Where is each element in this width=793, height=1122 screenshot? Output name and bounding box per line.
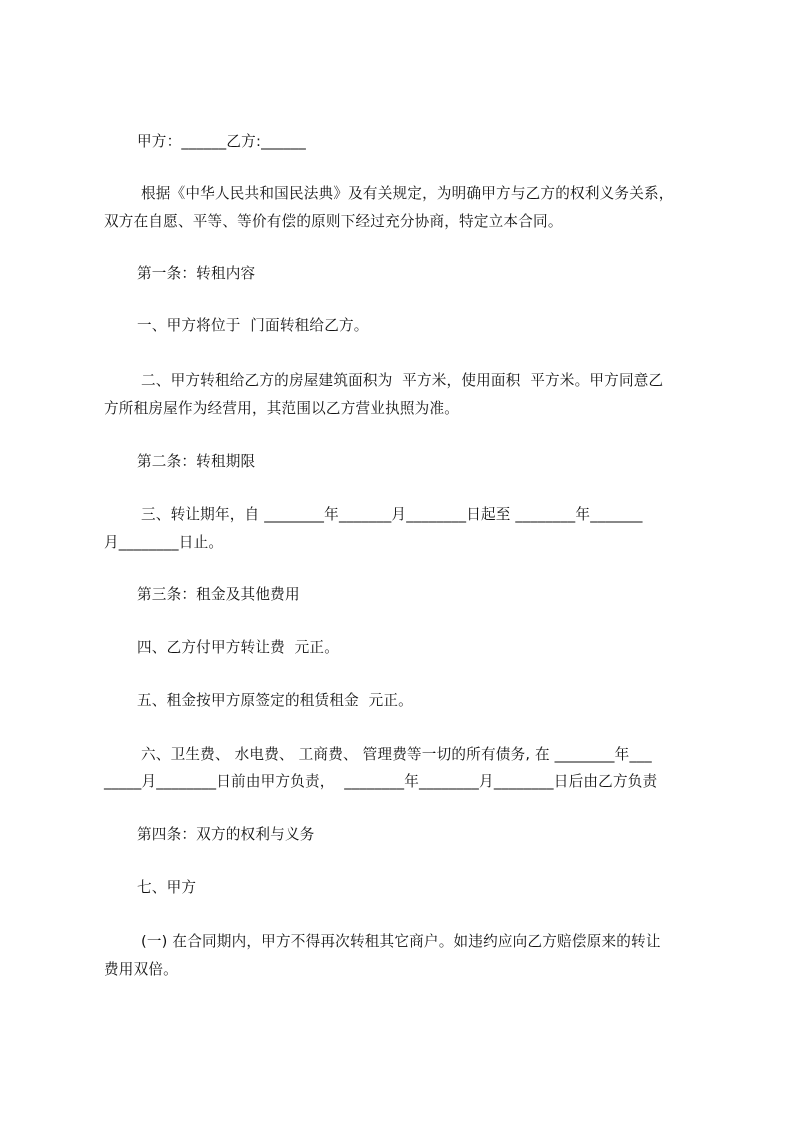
clause-2-line-2: 方所租房屋作为经营用，其范围以乙方营业执照为准。 <box>104 400 460 417</box>
clause-3-line-1: 三、转让期年，自 ________年_______月________日起至 ________年_______ <box>141 506 643 523</box>
clause-6-line-2: _____月________日前由甲方负责， ________年________月________日后由乙方负责 <box>104 773 658 790</box>
clause-2-line-1: 二、甲方转租给乙方的房屋建筑面积为 平方米，使用面积 平方米。甲方同意乙 <box>141 372 664 389</box>
clause-6-line-1: 六、卫生费、 水电费、 工商费、 管理费等一切的所有债务, 在 ________年___ <box>141 746 652 763</box>
clause-3-line-2: 月________日止。 <box>104 534 224 551</box>
clause-7: 七、甲方 <box>137 879 197 896</box>
article-2-title: 第二条：转租期限 <box>137 453 256 470</box>
article-1-title: 第一条：转租内容 <box>137 265 256 282</box>
preamble-line-1: 根据《中华人民共和国民法典》及有关规定，为明确甲方与乙方的权利义务关系， <box>141 185 674 202</box>
clause-4: 四、乙方付甲方转让费 元正。 <box>137 639 339 656</box>
clause-1: 一、甲方将位于 门面转租给乙方。 <box>137 317 369 334</box>
article-3-title: 第三条：租金及其他费用 <box>137 586 300 603</box>
clause-7-1-line-2: 费用双倍。 <box>104 961 178 978</box>
clause-7-1-line-1: (一) 在合同期内，甲方不得再次转租其它商户。如违约应向乙方赔偿原来的转让 <box>141 933 661 950</box>
clause-5: 五、租金按甲方原签定的租赁租金 元正。 <box>137 692 413 709</box>
article-4-title: 第四条：双方的权利与义务 <box>137 826 315 843</box>
preamble-line-2: 双方在自愿、平等、等价有偿的原则下经过充分协商，特定立本合同。 <box>104 213 563 230</box>
parties-line: 甲方：______乙方:______ <box>137 133 307 150</box>
